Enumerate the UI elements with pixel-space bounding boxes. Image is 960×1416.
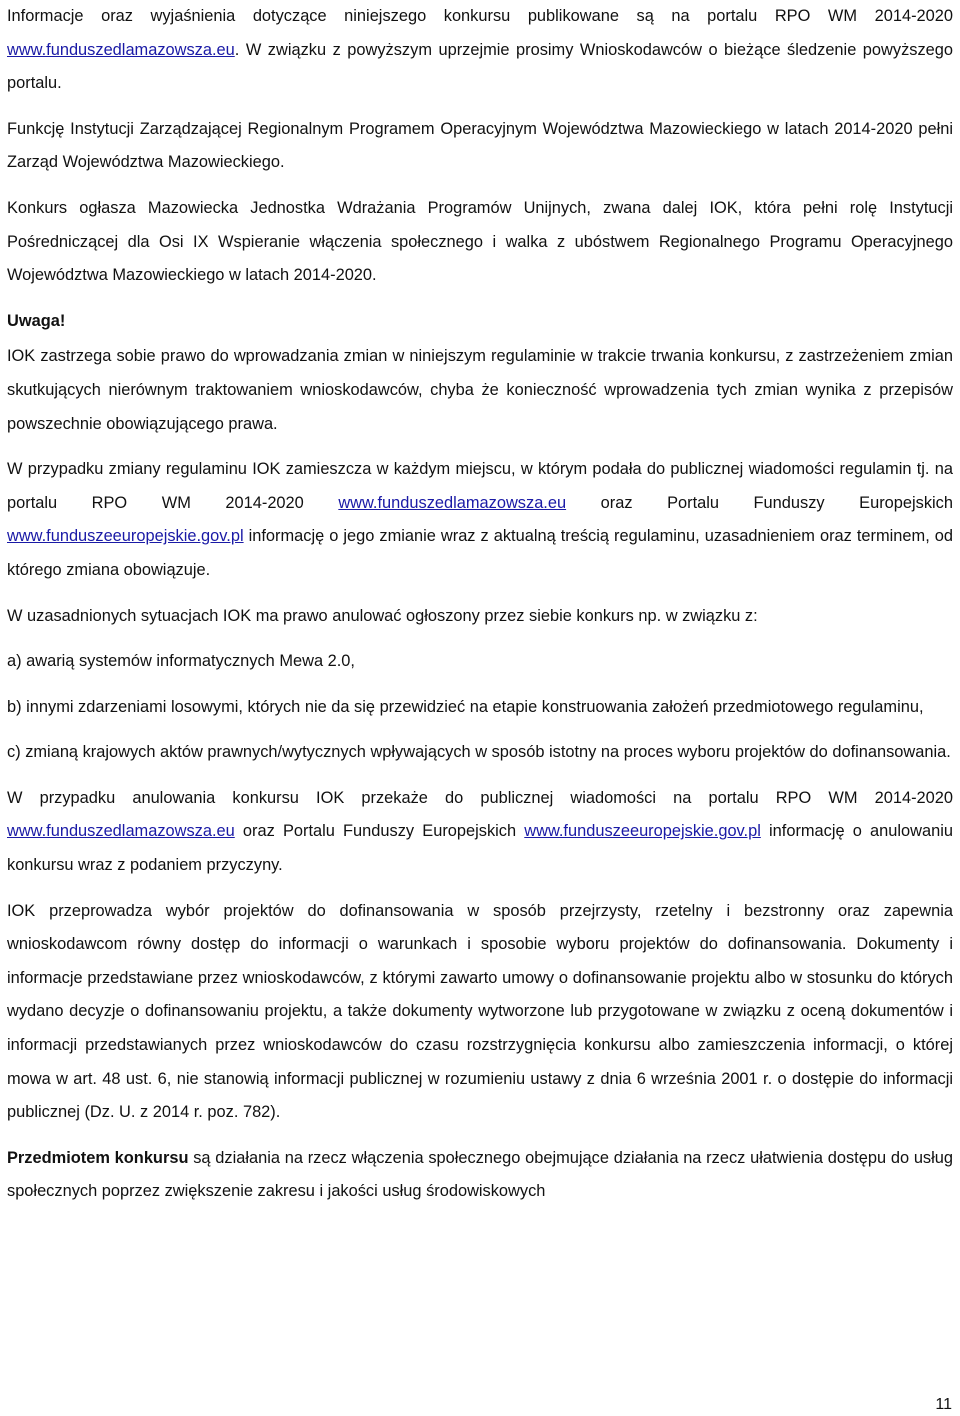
link-funduszedlamazowsza[interactable]: www.funduszedlamazowsza.eu: [7, 822, 235, 841]
document-page: [7, 0, 953, 1221]
paragraph-selection-process: IOK przeprowadza wybór projektów do dofinansowania w sposób przejrzysty, rzetelny i bezstronny oraz zapewnia wnioskodawcom równy dostęp do informacji o warunkach i sposobie wyboru projektów do dofinansowania. Dokumenty i informacje przedstawiane przez wnioskodawców, z którymi zawarto umowy o dofinansowanie projektu albo w stosunku do których wydano decyzje o dofinansowaniu projektu, a także dokumenty wytworzone lub przygotowane w związku z oceną dokumentów i informacji przedstawianych przez wnioskodawców do czasu rozstrzygnięcia konkursu albo zamieszczenia informacji, o której mowa w art. 48 ust. 6, nie stanowią informacji publicznej w rozumieniu ustawy z dnia 6 września 2001 r. o dostępie do informacji publicznej (Dz. U. z 2014 r. poz. 782).: [7, 901, 953, 1122]
text-segment: Informacje oraz wyjaśnienia dotyczące niniejszego konkursu publikowane są na portalu RPO WM 2014-2020: [7, 7, 953, 25]
text-segment: informację o anulowaniu konkursu wraz z podaniem przyczyny.: [7, 822, 953, 875]
link-funduszeeuropejskie[interactable]: www.funduszeeuropejskie.gov.pl: [524, 822, 761, 841]
link-funduszedlamazowsza[interactable]: www.funduszedlamazowsza.eu: [7, 40, 235, 59]
paragraph-regulation-changes: IOK zastrzega sobie prawo do wprowadzania zmian w niniejszym regulaminie w trakcie trwania konkursu, z zastrzeżeniem zmian skutkujących nierównym traktowaniem wnioskodawców, chyba że konieczność wprowadzenia tych zmian wynika z przepisów powszechnie obowiązującego prawa.: [7, 347, 953, 433]
paragraph-change-publication: [7, 453, 953, 587]
paragraph-portal-info: [7, 0, 953, 101]
paragraph-iok-intro: Konkurs ogłasza Mazowiecka Jednostka Wdrażania Programów Unijnych, zwana dalej IOK, która pełni rolę Instytucji Pośredniczącej dla Osi IX Wspieranie włączenia społecznego i walka z ubóstwem Regionalnego Programu Operacyjnego Województwa Mazowieckiego w latach 2014-2020.: [7, 198, 953, 285]
paragraph-cancel-publication: [7, 782, 953, 883]
link-funduszeeuropejskie[interactable]: www.funduszeeuropejskie.gov.pl: [7, 527, 244, 546]
text-segment: W przypadku anulowania konkursu IOK przekaże do publicznej wiadomości na portalu RPO WM 2014-2020: [7, 788, 953, 807]
paragraph-subject: [7, 1142, 953, 1209]
list-item-c: c) zmianą krajowych aktów prawnych/wytycznych wpływających w sposób istotny na proces wyboru projektów do dofinansowania.: [7, 743, 951, 762]
text-segment: . W związku z powyższym uprzejmie prosimy Wnioskodawców o bieżące śledzenie powyższego portalu.: [7, 40, 953, 93]
uwaga-label: Uwaga!: [7, 311, 66, 330]
list-item-a: a) awarią systemów informatycznych Mewa 2.0,: [7, 652, 355, 671]
text-segment: oraz Portalu Funduszy Europejskich: [234, 822, 525, 841]
heading-uwaga: [7, 305, 953, 339]
subject-label: Przedmiotem konkursu: [7, 1148, 189, 1167]
text-segment: są działania na rzecz włączenia społecznego obejmujące działania na rzecz ułatwienia dostępu do usług społecznych poprzez zwiększenie zakresu i jakości usług środowiskowych: [7, 1148, 953, 1201]
paragraph-cancel-right: W uzasadnionych sytuacjach IOK ma prawo anulować ogłoszony przez siebie konkurs np. w związku z:: [7, 606, 758, 625]
paragraph-managing-authority: Funkcję Instytucji Zarządzającej Regionalnym Programem Operacyjnym Województwa Mazowieckiego w latach 2014-2020 pełni Zarząd Województwa Mazowieckiego.: [7, 119, 953, 172]
page-number: 11: [935, 1396, 952, 1413]
list-item-b: b) innymi zdarzeniami losowymi, których nie da się przewidzieć na etapie konstruowania założeń przedmiotowego regulaminu,: [7, 697, 924, 716]
text-segment: oraz Portalu Funduszy Europejskich: [566, 493, 953, 512]
text-segment: informację o jego zmianie wraz z aktualną treścią regulaminu, uzasadnieniem oraz terminem, od którego zmiana obowiązuje.: [7, 527, 953, 579]
text-segment: W przypadku zmiany regulaminu IOK zamieszcza w każdym miejscu, w którym podała do publicznej wiadomości regulamin tj. na portalu RPO WM 2014-2020: [7, 460, 953, 512]
link-funduszedlamazowsza[interactable]: www.funduszedlamazowsza.eu: [338, 493, 567, 512]
